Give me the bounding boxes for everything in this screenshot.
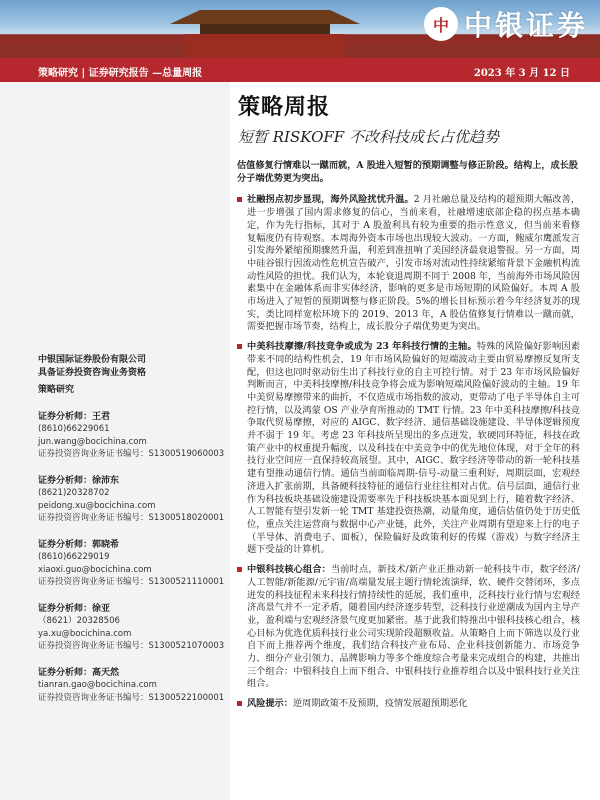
sidebar	[0, 82, 230, 800]
analyst-cert: 证券投资咨询业务证书编号：S1300521070003	[38, 641, 225, 651]
analyst-card	[38, 411, 226, 461]
analyst-email[interactable]: peidong.xu@bocichina.com	[38, 500, 156, 511]
analyst-card	[38, 539, 226, 589]
research-section: 策略研究	[38, 385, 75, 395]
report-subtitle: 短暂 RISKOFF 不改科技成长占优趋势	[238, 128, 499, 146]
analyst-email[interactable]: tianran.gao@bocichina.com	[38, 680, 157, 690]
institution-name: 中银国际证券股份有限公司	[38, 355, 147, 365]
institution-qualification: 具备证券投资咨询业务资格	[38, 367, 147, 378]
bullet-icon	[237, 567, 242, 572]
paragraph-lead: 中美科技摩擦/科技竞争或成为 23 年科技行情的主轴。	[247, 341, 477, 353]
analyst-phone: （8621）20328506	[38, 616, 120, 626]
analyst-phone: (8621)20328702	[38, 488, 110, 498]
analyst-email[interactable]: jun.wang@bocichina.com	[38, 436, 147, 447]
analyst-cert: 证券投资咨询业务证书编号：S1300519060003	[38, 449, 225, 459]
analyst-title: 证券分析师：郭晓希	[38, 539, 120, 550]
paragraph-text: 2 月社融总量及结构的超预期大幅改善，进一步增强了国内需求修复的信心，当前来看，社融增速底部企稳的拐点基本确定，作为先行指标，其对于 A 股盈利具有较为重要的指示性意义，但当前来看修复幅度仍有待观察。本周海外资本市场也出现较大波动。一方面，鲍威尔鹰派发言引发海外紧缩预期骤然升温，利差到准扭响了美国经济最衰退警报。另一方面，周中硅谷银行因流动性危机宣告破产，引发市场对流动性持续紧缩背景下金融机构流动性风险的担忧。我们认为，本轮衰退周期不同于 2008 年，当前海外市场风险因素集中在金融体系而非实体经济，影响的更多是市场短期的风险偏好。本周 A 股市场进入了短暂的预期调整与修正阶段。5%的增长目标预示着今年经济复苏的现实，类比同样宽松环境下的 2019、2013 年，A 股估值修复行情难以一蹴而就，需要把握市场节奏，结构上，成长股分子端优势更为突出。	[247, 194, 581, 333]
bullet-paragraph	[237, 194, 580, 334]
report-abstract: 估值修复行情难以一蹴而就，A 股进入短暂的预期调整与修正阶段。结构上，成长股分子端优势更为突出。	[237, 160, 579, 184]
paragraph-lead: 中银科技核心组合：	[247, 564, 331, 576]
company-logo	[424, 4, 588, 44]
analyst-phone: (8610)66229061	[38, 424, 110, 434]
analyst-cert: 证券投资咨询业务证书编号：S1300518020001	[38, 513, 225, 523]
analyst-card	[38, 475, 226, 525]
analyst-email[interactable]: xiaoxi.guo@bocichina.com	[38, 564, 152, 575]
paragraph-lead: 风险提示：	[247, 698, 293, 710]
analyst-email[interactable]: ya.xu@bocichina.com	[38, 628, 132, 639]
bullet-paragraph	[237, 564, 580, 691]
logo-text: 中银证券	[463, 9, 588, 42]
bullet-paragraph	[237, 698, 580, 711]
report-header-bar	[0, 58, 600, 82]
paragraph-lead: 社融拐点初步显现，海外风险扰忧升温。	[247, 194, 414, 206]
analyst-cert: 证券投资咨询业务证书编号：S1300521110001	[38, 577, 225, 587]
header-banner	[0, 0, 600, 58]
paragraph-text: 当前时点，新技术/新产业正推动新一轮科技牛市，数字经济/人工智能/新能源/元宇宙/高端量发展主题行情轮流演绎，软、硬件交替闭环，多点迸发的科技征程未来科技行情持续性的延展，我们重申，泛科技行业行情与宏观经济高景气并不一定矛盾，随着国内经济逐步转型，泛科技行业逆潮成为国内主导产业，盈利端与宏观经济景气度更加紧密。基于此我们特推出中银科技核心组合，核心目标为优选优质科技行业公司实现阶段超额收益。从策略自上而下筛选以及行业自下而上推荐两个维度，我们结合科技产业布局、企业科技创新能力、市场竞争力、细分产业引领力、品牌影响力等多个维度综合考量来完成组合的构建，共推出三个组合：中银科技自上而下组合、中银科技行业推荐组合以及中银科技行业关注组合。	[247, 564, 580, 690]
bullet-paragraph	[219, 341, 580, 557]
analyst-title: 证券分析师：王君	[38, 411, 111, 422]
analyst-card	[38, 603, 226, 653]
analyst-title: 证券分析师：徐亚	[38, 603, 111, 614]
logo-mark-icon: 中	[424, 7, 458, 41]
palace-roof	[170, 10, 360, 24]
report-date: 2023 年 3 月 12 日	[473, 68, 570, 79]
bullet-icon	[237, 344, 242, 349]
analyst-title: 证券分析师：徐沛东	[38, 475, 120, 486]
report-body	[237, 160, 580, 718]
palace-eave	[200, 24, 330, 34]
analyst-card	[38, 667, 226, 705]
bullet-icon	[237, 197, 242, 202]
sidebar-content	[38, 354, 226, 704]
palace-hall	[185, 34, 345, 58]
analyst-cert: 证券投资咨询业务证书编号：S1300522100001	[38, 692, 225, 703]
report-title: 策略周报	[238, 94, 331, 120]
analyst-title: 证券分析师：高天然	[38, 667, 120, 678]
report-category: 策略研究 | 证券研究报告 —总量周报	[38, 68, 203, 79]
analyst-phone: (8610)66229019	[38, 552, 110, 562]
paragraph-text: 特殊的风险偏好影响因素带来不同的结构性机会，19 年市场风险偏好的短端波动主要由贸易摩擦反复所支配，但这也同时驱动衍生出了科技行业的自主可控行情。对于 23 年市场风险偏好判断而言，中美科技摩擦/科技竞争将会成为影响短端风险偏好波动的主轴。19 年中美贸易摩擦带来的曲折，不仅造成市场指数的波动，更带动了电子半导体自主可控行情，以及鸿蒙 OS 产业孕育所推动的 TMT 行情。23 年中美科技摩擦/科技竞争取代贸易摩擦，对应的 AIGC、数字经济、通信基础设施建设、半导体逻辑预度并不弱于 19 年。考虑 23 年科技所呈现出的多点迸发，软硬同环特征，科技在政策产业中的权重提升幅度，以及科技在中美竞争中的优先地位体现，对于全年的科技行业空间应一直保持较高展望。其中，AIGC、数字经济等带动的新一轮科技基建有望推动通信行情。通信当前面临周期-信号-动量三重利好，周期层面，宏观经济进入扩张前期，具备硬科技特征的通信行业往往相对占优。信号层面，通信行业作为科技板块基础设施建设需要率先于科技板块基本面见到上行，随着数字经济、人工智能有望引发新一轮 TMT 基建投资热潮，动量角度，通信估值仍处于历史低位，重点关注运营商与数据中心产业链，此外，关注产业周期有望迎来上行的电子（半导体、消费电子、面板），保险偏好及政策利好的传媒（游戏）与数字经济主题下受益的计算机。	[247, 341, 580, 556]
bullet-icon	[237, 701, 242, 706]
paragraph-text: 逆周期政策不及预期，疫情发展超预期恶化	[292, 698, 468, 710]
